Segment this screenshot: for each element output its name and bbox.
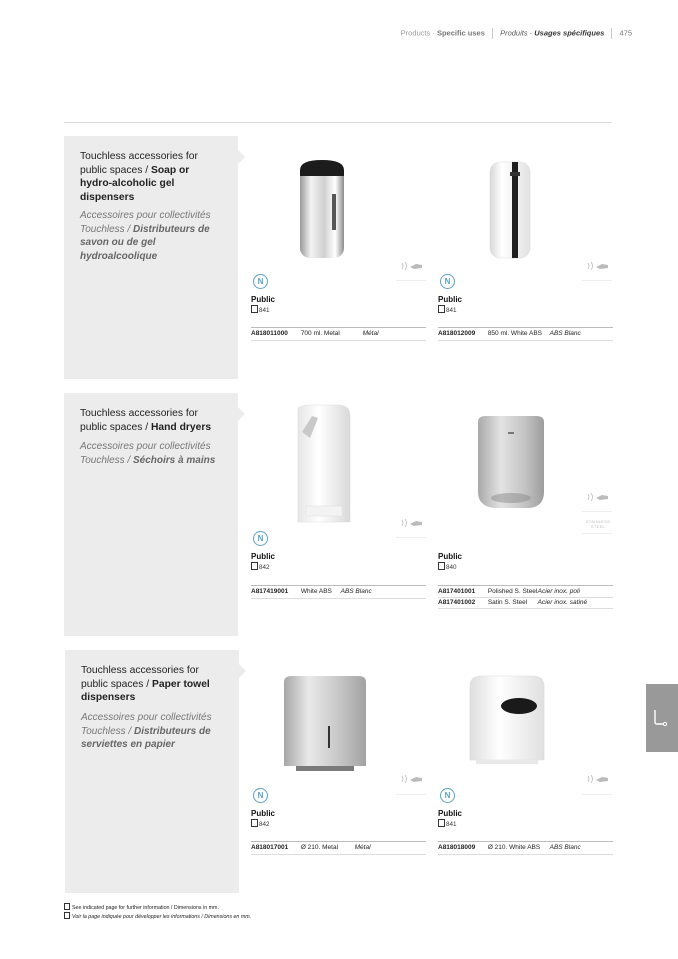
table-rule — [438, 340, 613, 341]
page-ref-icon — [438, 562, 445, 570]
product-image-soap-metal — [292, 156, 352, 262]
product-image-towel-white — [464, 672, 550, 770]
table-rule — [438, 597, 613, 598]
page-ref: 841 — [438, 305, 457, 314]
touchless-sensor-icon — [586, 492, 610, 502]
product-image-dryer-steel — [470, 412, 552, 512]
table-rule — [251, 327, 426, 328]
sensor-divider — [396, 537, 426, 538]
table-row: A817401002 Satin S. Steel Acier inox. satiné — [438, 599, 588, 606]
category-panel-paper-towel — [65, 650, 239, 893]
sensor-divider — [582, 533, 612, 534]
touchless-sensor-icon — [400, 261, 424, 271]
sensor-divider — [582, 511, 612, 512]
table-rule — [251, 585, 426, 586]
n-badge: N — [253, 788, 268, 803]
category-subtitle: Accessoires pour collectivités Touchless / Distributeurs de savon ou de gel hydroalcoolique — [80, 210, 211, 262]
product-name: Public — [251, 295, 276, 304]
touchless-sensor-icon — [586, 261, 610, 271]
category-subtitle: Accessoires pour collectivités Touchless / Séchoirs à mains — [80, 441, 216, 466]
n-badge: N — [440, 274, 455, 289]
page-ref: 842 — [251, 819, 270, 828]
touchless-sensor-icon — [586, 774, 610, 784]
product-image-dryer-white — [288, 402, 358, 528]
table-row: A817401001 Polished S. Steel Acier inox. poli — [438, 588, 580, 595]
n-badge: N — [253, 531, 268, 546]
category-subtitle: Accessoires pour collectivités Touchless / Distributeurs de serviettes en papier — [81, 712, 212, 751]
header-divider — [611, 28, 612, 39]
table-rule — [251, 854, 426, 855]
sensor-divider — [396, 280, 426, 281]
table-rule — [438, 854, 613, 855]
page-ref: 842 — [251, 562, 270, 571]
page-ref-icon — [64, 903, 70, 910]
running-header: Products · Specific uses Produits · Usages spécifiques 475 — [400, 28, 632, 38]
touchless-sensor-icon — [400, 518, 424, 528]
header-en-sub: Specific uses — [436, 28, 485, 38]
page-ref-icon — [251, 305, 258, 313]
sensor-divider — [582, 280, 612, 281]
page-ref: 841 — [251, 305, 270, 314]
stainless-steel-stamp: STAINLESS STEEL — [585, 519, 611, 529]
table-rule — [438, 608, 613, 609]
page-number: 475 — [619, 28, 632, 38]
product-name: Public — [251, 809, 276, 818]
product-image-towel-metal — [280, 672, 370, 774]
table-row: A817419001 White ABS ABS Blanc — [251, 588, 372, 595]
page-ref: 841 — [438, 819, 457, 828]
table-row: A818012009 850 ml. White ABS ABS Blanc — [438, 330, 581, 337]
hand-icon — [652, 708, 668, 726]
page-ref-icon — [438, 819, 445, 827]
table-rule — [438, 327, 613, 328]
header-en-section: Products — [400, 28, 431, 38]
page-ref-icon — [438, 305, 445, 313]
table-row: A818017001 Ø 210. Metal Métal — [251, 844, 371, 851]
product-name: Public — [251, 552, 276, 561]
table-rule — [251, 598, 426, 599]
table-rule — [251, 340, 426, 341]
category-panel-soap — [64, 136, 238, 379]
category-panel-hand-dryers — [64, 393, 238, 636]
page-ref-icon — [251, 819, 258, 827]
sensor-divider — [582, 794, 612, 795]
table-row: A818018009 Ø 210. White ABS ABS Blanc — [438, 844, 581, 851]
footer-note-en: See indicated page for further information / Dimensions in mm. — [64, 903, 219, 911]
n-badge: N — [440, 788, 455, 803]
header-divider — [492, 28, 493, 39]
table-row: A818011000 700 ml. Metal Métal — [251, 330, 379, 337]
product-name: Public — [438, 552, 463, 561]
product-name: Public — [438, 295, 463, 304]
header-fr-section: Produits — [500, 28, 528, 38]
page-ref-icon — [251, 562, 258, 570]
table-rule — [438, 841, 613, 842]
category-title: Touchless accessories for public spaces / Soap or hydro-alcoholic gel dispensers — [80, 151, 198, 203]
n-badge: N — [253, 274, 268, 289]
category-title: Touchless accessories for public spaces / Hand dryers — [80, 408, 212, 433]
sensor-divider — [396, 794, 426, 795]
page-ref-icon — [64, 912, 70, 919]
touchless-sensor-icon — [400, 774, 424, 784]
product-name: Public — [438, 809, 463, 818]
table-rule — [438, 585, 613, 586]
table-rule — [251, 841, 426, 842]
section-side-tab — [646, 684, 678, 752]
category-title: Touchless accessories for public spaces / Paper towel dispensers — [81, 665, 210, 704]
page-ref: 840 — [438, 562, 457, 571]
footer-note-fr: Voir la page indiquée pour développer les informations / Dimensions en mm. — [64, 912, 251, 920]
top-rule — [64, 122, 612, 123]
header-fr-sub: Usages spécifiques — [534, 28, 605, 38]
product-image-soap-white — [486, 156, 536, 262]
